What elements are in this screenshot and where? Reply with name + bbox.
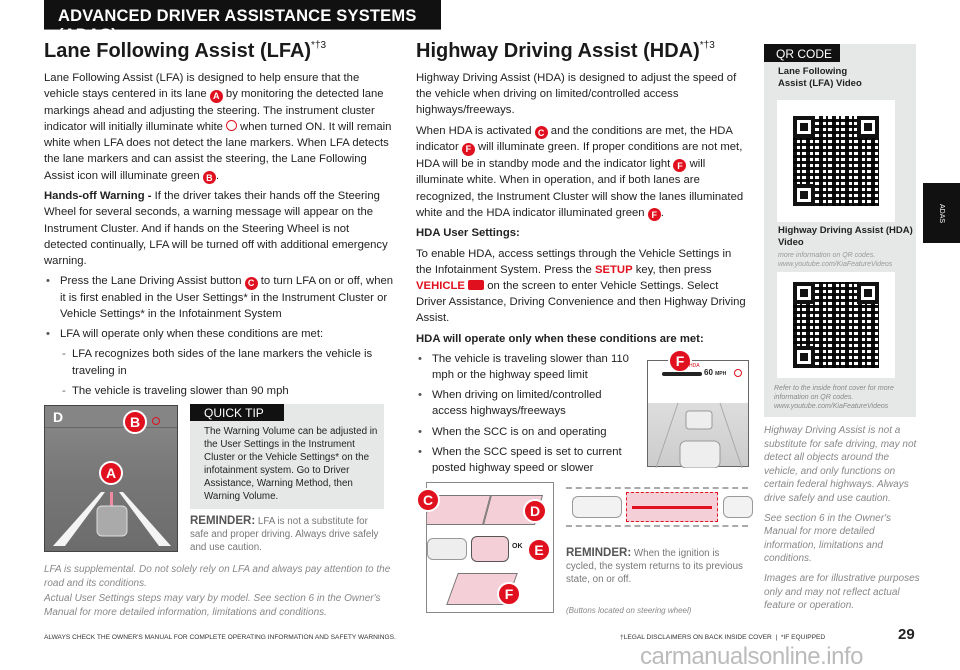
- hands-off-warning: Hands-off Warning - If the driver takes their hands off the Steering Wheel for several seconds, a warning message will appear on the Instrument Cluster. And if hands on the Steering Wheel is not detected continually, LFA will be turned off with additional emergency warning.: [44, 190, 388, 268]
- hda-condition: • The vehicle is traveling slower than 110 mph or the highway speed limit: [416, 351, 631, 383]
- lfa-indicator-icon: [226, 120, 237, 131]
- hda-condition: • When the SCC speed is set to current posted highway speed or slower: [416, 444, 631, 476]
- qr-code-hda[interactable]: [777, 272, 895, 378]
- lfa-note: Actual User Settings steps may vary by model. See section 6 in the Owner's Manual for more detailed information, limitations and conditions.: [44, 593, 381, 618]
- side-note: See section 6 in the Owner's Manual for more detailed information, limitations and conditions.: [764, 512, 891, 565]
- hda-condition: • When driving on limited/controlled access highways/freeways: [416, 387, 631, 419]
- qr-code-lfa[interactable]: [777, 100, 895, 222]
- callout-f: F: [497, 582, 521, 606]
- side-note: Highway Driving Assist is not a substitute for safe driving, may not detect all objects around the vehicle, and only functions on certain federal highways. Always drive safely and use caution.: [764, 425, 917, 504]
- quick-tip-label: QUICK TIP: [190, 404, 284, 421]
- lfa-reminder: REMINDER: LFA is not a substitute for safe and proper driving. Always drive safely and use caution.: [190, 515, 379, 553]
- qr-note: Refer to the inside front cover for more information on QR codes. www.youtube.com/KiaFeatureVideos: [774, 385, 894, 410]
- callout-d: D: [523, 499, 547, 523]
- lfa-condition: - LFA recognizes both sides of the lane markers the vehicle is traveling in: [60, 346, 394, 378]
- lfa-section: [44, 40, 394, 403]
- lfa-title: Lane Following Assist (LFA)$^{*\dagger 3}$: [44, 40, 327, 62]
- callout-f: F: [668, 349, 692, 373]
- lfa-cluster-image: [44, 405, 178, 552]
- hda-conditions-heading: HDA will operate only when these conditions are met:: [416, 332, 704, 345]
- qr-url: www.youtube.com/KiaFeatureVideos: [774, 403, 889, 410]
- distance-arrow: [632, 506, 712, 509]
- callout-b: B: [203, 171, 216, 184]
- footer-left: ALWAYS CHECK THE OWNER'S MANUAL FOR COMPLETE OPERATING INFORMATION AND SAFETY WARNINGS.: [44, 634, 396, 641]
- qr-title-hda: Highway Driving Assist (HDA) Video: [778, 225, 913, 248]
- setup-key: SETUP: [594, 263, 633, 276]
- gear-indicator: D: [53, 409, 64, 425]
- set-speed: 60 MPH: [704, 368, 727, 377]
- road-illustration: [648, 361, 750, 468]
- qr-overlap-text: more information on QR codes. www.youtube.com/KiaFeatureVideos: [778, 252, 893, 268]
- lead-car-icon: [723, 496, 753, 518]
- quick-tip-box: [190, 404, 384, 509]
- vehicle-key: VEHICLE: [416, 280, 465, 292]
- callout-b: B: [123, 410, 147, 434]
- hda-intro: Highway Driving Assist (HDA) is designed to adjust the speed of the vehicle when driving on limited/controlled access highways/freeways.: [416, 72, 737, 117]
- hda-label: HDA: [689, 363, 700, 369]
- watermark: carmanualsonline.info: [640, 643, 863, 670]
- hda-settings-heading: HDA User Settings:: [416, 227, 520, 240]
- side-tab-adas[interactable]: [923, 183, 960, 243]
- left-wheel-control[interactable]: [427, 538, 467, 560]
- lfa-intro: Lane Following Assist (LFA) is designed to help ensure that the vehicle stays centered in its lane A by monitoring the detected lane markings ahead and adjusting the steering. The instrument cluster indicator will initially illuminate white when turned ON. It will remain white when LFA does not detect the lane markers. When LFA detects the lane markers and can assist the steering, the Lane Following Assist icon will illuminate green B .: [44, 72, 392, 183]
- steering-wheel-buttons-image: [426, 482, 554, 613]
- own-car-icon: [572, 496, 622, 518]
- callout-c: C: [416, 488, 440, 512]
- qr-panel: [764, 44, 916, 417]
- hda-condition: • When the SCC is on and operating: [416, 424, 631, 440]
- vehicle-settings-icon: [468, 280, 484, 290]
- callout-a: A: [99, 461, 123, 485]
- hda-cluster-image: [647, 353, 749, 467]
- footer-right: †LEGAL DISCLAIMERS ON BACK INSIDE COVER | *IF EQUIPPED: [620, 634, 826, 641]
- quick-tip-text: The Warning Volume can be adjusted in the User Settings in the Instrument Cluster or the Vehicle Settings* on the infotainment system. Go to Driver Assistance, Warning Method, then Warning Volume.: [204, 426, 378, 502]
- section-header: ADVANCED DRIVER ASSISTANCE SYSTEMS (ADAS): [44, 0, 441, 30]
- qr-title-lfa: Lane Following Assist (LFA) Video: [778, 66, 862, 89]
- following-distance-diagram: [566, 487, 748, 527]
- hda-reminder: REMINDER: When the ignition is cycled, the system returns to its previous state, on or off.: [566, 547, 743, 585]
- page-number: 29: [898, 626, 915, 643]
- hda-title: Highway Driving Assist (HDA)$^{*\dagger 3}$: [416, 40, 715, 62]
- ok-label: OK: [512, 543, 523, 550]
- callout-e: E: [527, 538, 551, 562]
- scc-wheel-control[interactable]: [471, 536, 509, 562]
- lfa-bullet: • LFA will operate only when these conditions are met:: [44, 326, 394, 342]
- lfa-note: LFA is supplemental. Do not solely rely on LFA and always pay attention to the road and its conditions.: [44, 564, 391, 589]
- wheel-caption: (Buttons located on steering wheel): [566, 606, 692, 615]
- lfa-bullet: • Press the Lane Driving Assist button C to turn LFA on or off, when it is first enabled in the User Settings* in the Instrument Cluster or Vehicle Settings* in the Infotainment System: [44, 273, 394, 322]
- side-tab-label: ADAS: [938, 203, 945, 223]
- callout-a: A: [210, 90, 223, 103]
- hda-activation: When HDA is activated C and the conditions are met, the HDA indicator F will illuminate green. If proper conditions are not met, HDA will be in standby mode and the indicator light F will illuminate white. When in operation, and if both lanes are recognized, the Instrument Cluster will show the lanes illuminated white and the HDA indicator illuminated green F .: [416, 124, 744, 220]
- lfa-condition: - The vehicle is traveling slower than 90 mph: [60, 383, 394, 399]
- hda-settings-text: To enable HDA, access settings through the Vehicle Settings in the Infotainment System. Press the SETUP key, then press VEHICLE on the screen to enter Vehicle Settings. Select Driver Assistance, Driving Convenience and then Highway Driving Assist.: [416, 247, 746, 325]
- side-note: Images are for illustrative purposes only and may not reflect actual feature or operation.: [764, 572, 920, 612]
- qr-label: QR CODE: [764, 44, 840, 62]
- side-notes: [764, 424, 924, 617]
